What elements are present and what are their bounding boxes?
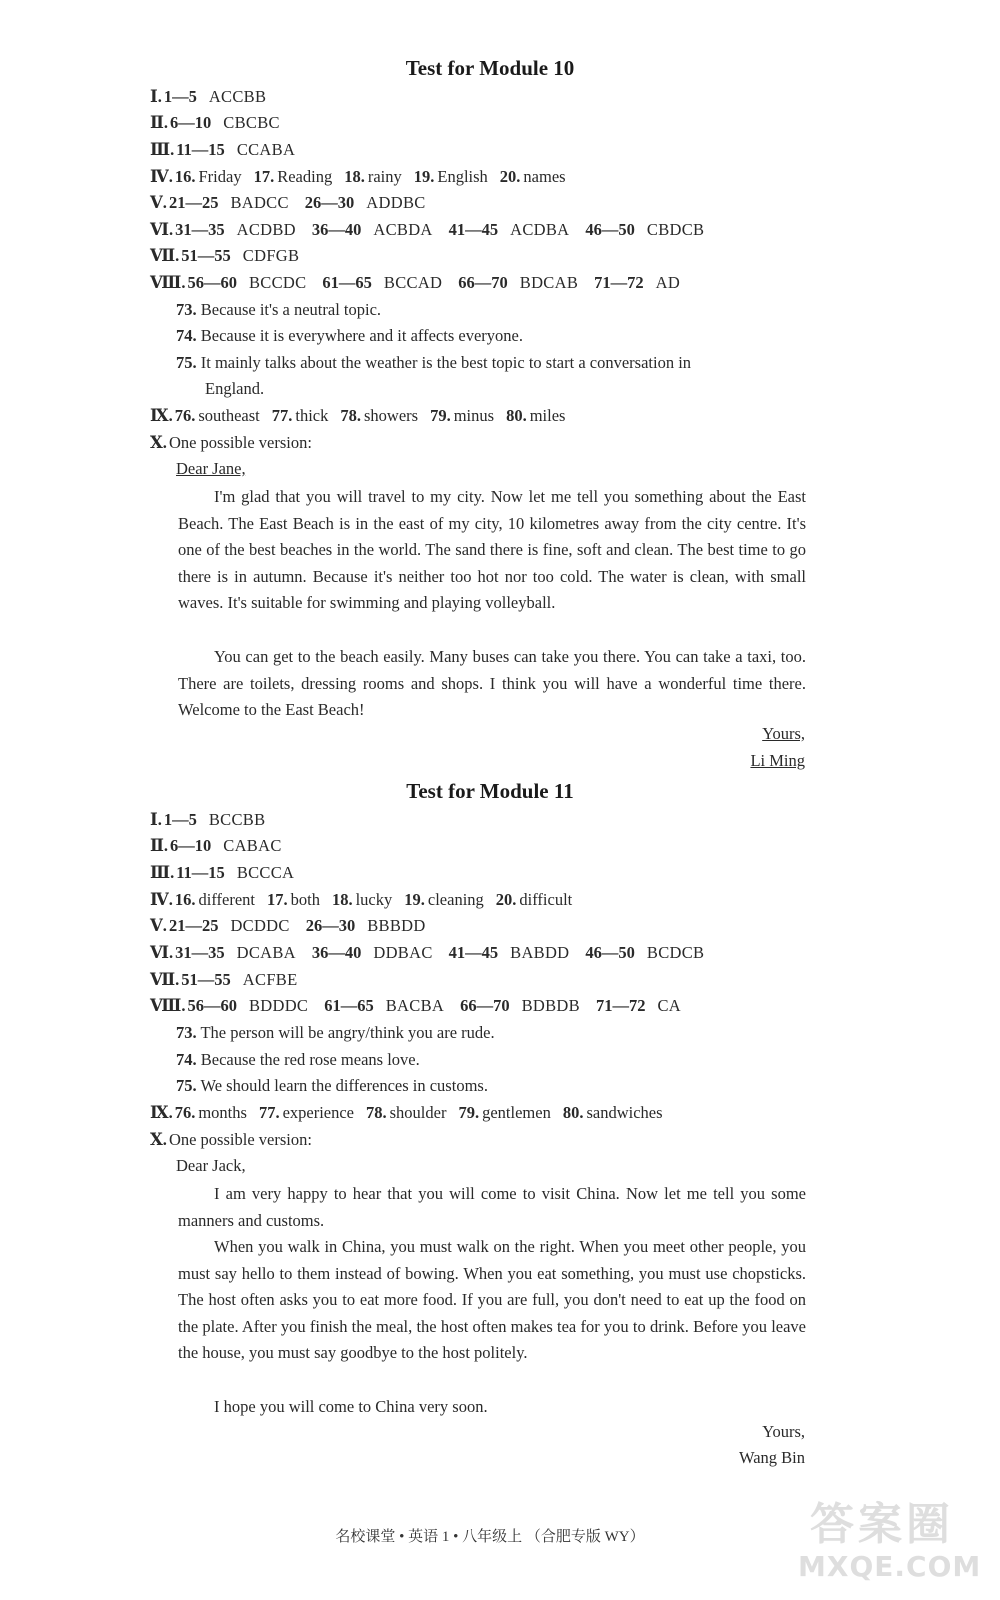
m11-letter-paragraph-2: When you walk in China, you must walk on the right. When you meet other people, you must say hello to them instead of bowing. When you eat something, you must use chopsticks. The host often asks you to eat more food. If you are full, you don't need to eat up the food on the plate. After you finish the meal, the host often makes tea for you to drink. Before you leave the house, you must say goodbye to the host politely.	[178, 1237, 806, 1363]
m10-section-3: Ⅲ. 11—15 CCABA	[150, 140, 296, 159]
watermark-text-cn: 答案圈	[810, 1499, 954, 1550]
m11-section-7: Ⅶ. 51—55 ACFBE	[150, 970, 298, 989]
m11-section-1: Ⅰ. 1—5 BCCBB	[150, 810, 266, 829]
m10-letter-closing: Yours,	[762, 724, 805, 743]
m10-letter-paragraph-2: You can get to the beach easily. Many buses can take you there. You can take a taxi, too. There are toilets, dressing rooms and shops. I think you will have a wonderful time there. Welcome to the East Beach!	[178, 647, 806, 720]
m11-section-4: Ⅳ. 16. different 17. both 18. lucky 19. cleaning 20. difficult	[150, 890, 573, 909]
watermark-text-en: MXQE.COM	[798, 1550, 982, 1583]
m10-section-1: Ⅰ. 1—5 ACCBB	[150, 87, 267, 106]
m10-letter-signature: Li Ming	[750, 751, 805, 770]
m10-section-10: Ⅹ. One possible version:	[150, 433, 312, 452]
m11-letter-greeting: Dear Jack,	[176, 1156, 246, 1175]
m11-section-10: Ⅹ. One possible version:	[150, 1130, 312, 1149]
m10-q75: 75. It mainly talks about the weather is the best topic to start a conversation in	[176, 353, 692, 372]
module-11-title: Test for Module 11	[406, 779, 574, 803]
m10-letter-greeting: Dear Jane,	[176, 459, 246, 478]
m10-section-6: Ⅵ. 31—35 ACDBD 36—40 ACBDA 41—45 ACDBA 46—50 CBDCB	[150, 220, 705, 239]
m10-q75-cont: England.	[205, 379, 265, 398]
m11-letter-paragraph-3: I hope you will come to China very soon.	[214, 1397, 488, 1416]
m10-q73: 73. Because it's a neutral topic.	[176, 300, 382, 319]
m11-section-8: Ⅷ. 56—60 BDDDC 61—65 BACBA 66—70 BDBDB 71—72 CA	[150, 996, 681, 1015]
m10-section-9: Ⅸ. 76. southeast 77. thick 78. showers 79. minus 80. miles	[150, 406, 566, 425]
m11-letter-signature: Wang Bin	[738, 1448, 805, 1467]
m11-letter-paragraph-1: I am very happy to hear that you will come to visit China. Now let me tell you some manners and customs.	[178, 1184, 806, 1230]
m11-section-5: Ⅴ. 21—25 DCDDC 26—30 BBBDD	[150, 916, 426, 935]
m11-q75: 75. We should learn the differences in customs.	[176, 1076, 488, 1095]
m11-q73: 73. The person will be angry/think you are rude.	[176, 1023, 495, 1042]
module-10-title: Test for Module 10	[405, 56, 575, 80]
m10-section-8: Ⅷ. 56—60 BCCDC 61—65 BCCAD 66—70 BDCAB 71—72 AD	[150, 273, 681, 292]
m10-section-5: Ⅴ. 21—25 BADCC 26—30 ADDBC	[150, 193, 426, 212]
m11-q74: 74. Because the red rose means love.	[176, 1050, 420, 1069]
watermark-logo	[790, 1488, 980, 1596]
m11-section-6: Ⅵ. 31—35 DCABA 36—40 DDBAC 41—45 BABDD 46—50 BCDCB	[150, 943, 705, 962]
m10-section-7: Ⅶ. 51—55 CDFGB	[150, 246, 300, 265]
m11-section-2: Ⅱ. 6—10 CABAC	[150, 836, 282, 855]
m11-letter-closing: Yours,	[762, 1422, 805, 1441]
m10-q74: 74. Because it is everywhere and it affects everyone.	[176, 326, 523, 345]
m11-section-3: Ⅲ. 11—15 BCCCA	[150, 863, 295, 882]
m10-section-2: Ⅱ. 6—10 CBCBC	[150, 113, 280, 132]
m11-section-9: Ⅸ. 76. months 77. experience 78. shoulder 79. gentlemen 80. sandwiches	[150, 1103, 663, 1122]
m10-letter-paragraph-1: I'm glad that you will travel to my city. Now let me tell you something about the East Beach. The East Beach is in the east of my city, 10 kilometres away from the city centre. It's one of the best beaches in the world. The sand there is fine, soft and clean. The best time to go there is in autumn. Because it's neither too hot nor too cold. The water is clean, with small waves. It's suitable for swimming and playing volleyball.	[178, 487, 806, 613]
page-footer: 名校课堂 • 英语 1 • 八年级上 （合肥专版 WY）	[335, 1529, 645, 1545]
m10-section-4: Ⅳ. 16. Friday 17. Reading 18. rainy 19. English 20. names	[150, 167, 566, 186]
